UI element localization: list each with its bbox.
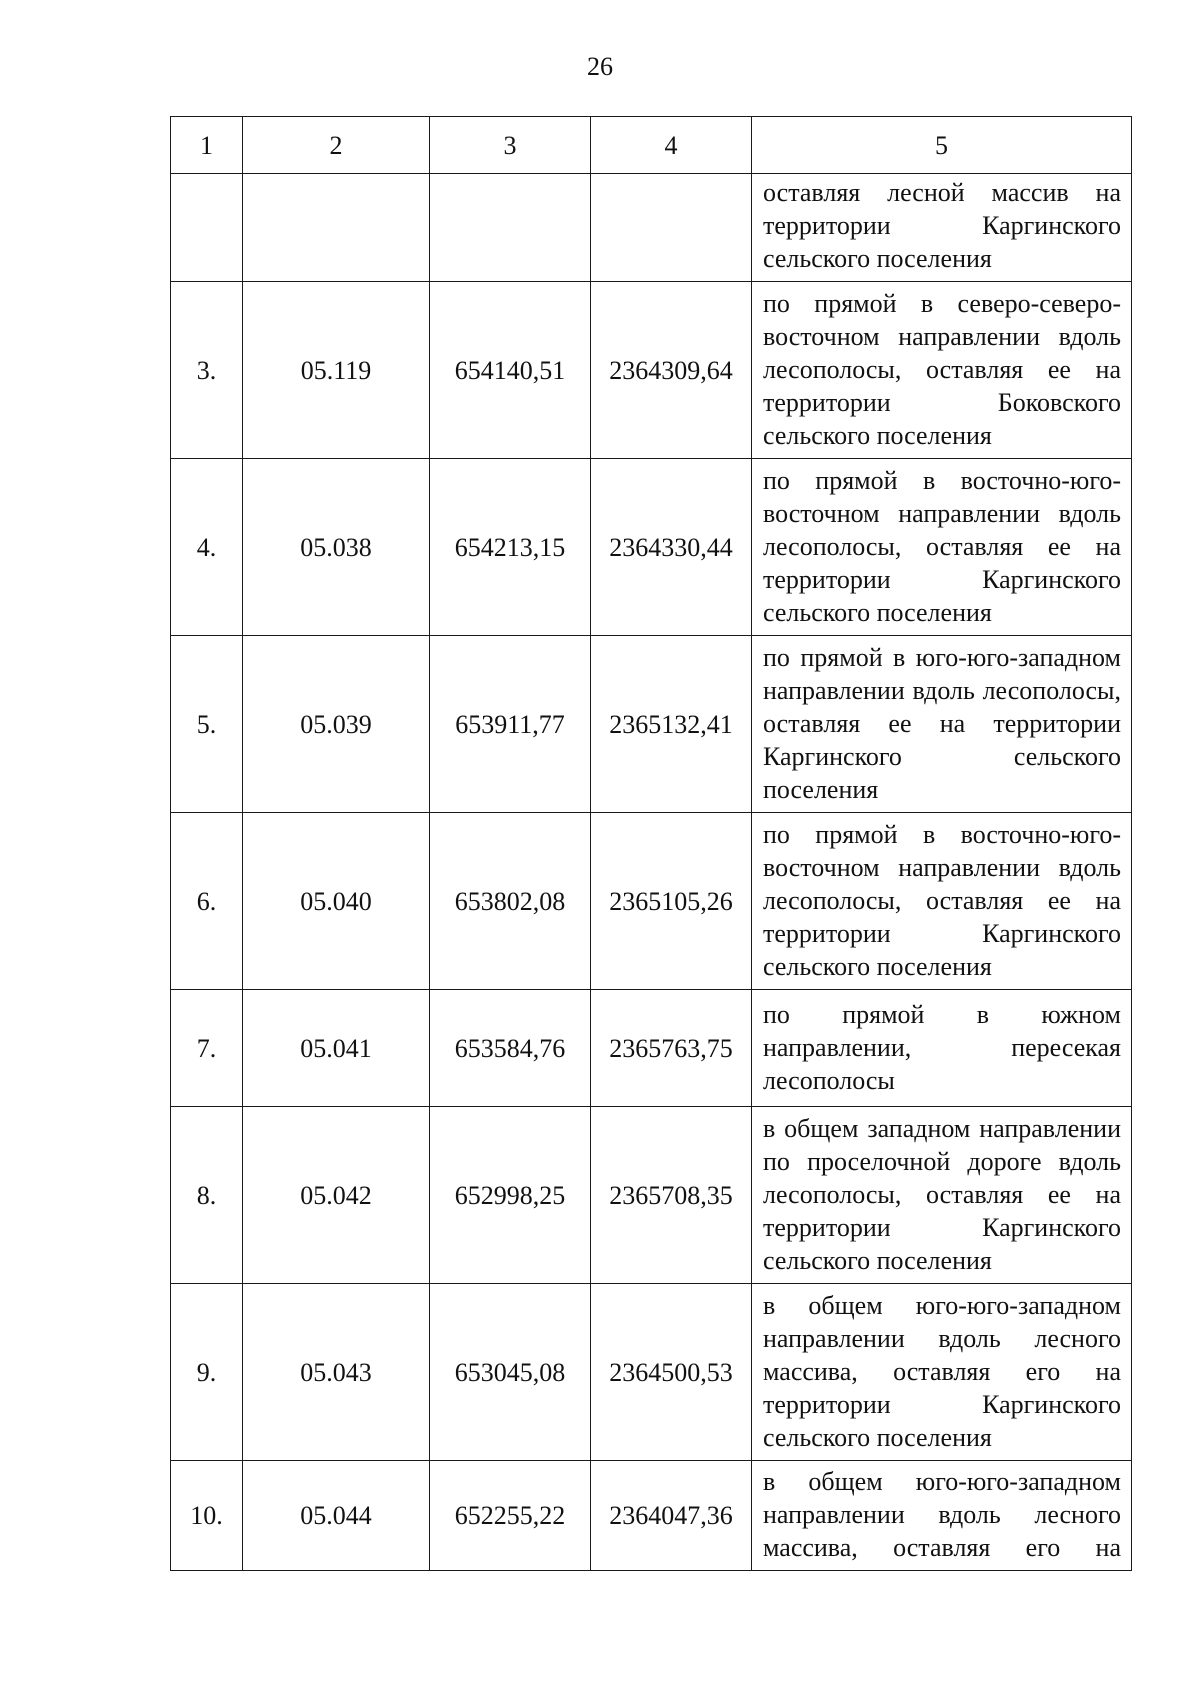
y-coordinate: 2364330,44 [591, 459, 752, 636]
y-coordinate: 2364047,36 [591, 1461, 752, 1571]
table-row [171, 636, 1132, 813]
point-id: 05.041 [243, 990, 430, 1107]
x-coordinate: 654140,51 [430, 282, 591, 459]
point-id: 05.040 [243, 813, 430, 990]
y-coordinate: 2365105,26 [591, 813, 752, 990]
y-coordinate: 2365132,41 [591, 636, 752, 813]
table-row [171, 1461, 1132, 1571]
table-row [171, 1284, 1132, 1461]
boundary-table [170, 116, 1132, 1571]
row-number [171, 174, 243, 282]
x-coordinate: 653584,76 [430, 990, 591, 1107]
table-row [171, 1107, 1132, 1284]
boundary-description: по прямой в восточно-юго-восточном направлении вдоль лесополосы, оставляя ее на территории Каргинского сельского поселения [752, 813, 1132, 990]
row-number: 7. [171, 990, 243, 1107]
point-id: 05.042 [243, 1107, 430, 1284]
boundary-description: в общем юго-юго-западном направлении вдоль лесного массива, оставляя его на [752, 1461, 1132, 1571]
boundary-description: по прямой в восточно-юго-восточном направлении вдоль лесополосы, оставляя ее на территории Каргинского сельского поселения [752, 459, 1132, 636]
boundary-description: в общем западном направлении по проселочной дороге вдоль лесополосы, оставляя ее на территории Каргинского сельского поселения [752, 1107, 1132, 1284]
x-coordinate: 653911,77 [430, 636, 591, 813]
x-coordinate: 653045,08 [430, 1284, 591, 1461]
table-row [171, 174, 1132, 282]
row-number: 6. [171, 813, 243, 990]
x-coordinate: 652255,22 [430, 1461, 591, 1571]
column-header-2: 2 [243, 117, 430, 174]
row-number: 8. [171, 1107, 243, 1284]
y-coordinate: 2365708,35 [591, 1107, 752, 1284]
point-id: 05.039 [243, 636, 430, 813]
point-id: 05.044 [243, 1461, 430, 1571]
point-id: 05.043 [243, 1284, 430, 1461]
boundary-description: в общем юго-юго-западном направлении вдоль лесного массива, оставляя его на территории Каргинского сельского поселения [752, 1284, 1132, 1461]
x-coordinate [430, 174, 591, 282]
boundary-description: по прямой в южном направлении, пересекая лесополосы [752, 990, 1132, 1107]
column-header-4: 4 [591, 117, 752, 174]
row-number: 5. [171, 636, 243, 813]
boundary-description: оставляя лесной массив на территории Каргинского сельского поселения [752, 174, 1132, 282]
x-coordinate: 654213,15 [430, 459, 591, 636]
table-row [171, 459, 1132, 636]
x-coordinate: 652998,25 [430, 1107, 591, 1284]
row-number: 3. [171, 282, 243, 459]
column-header-3: 3 [430, 117, 591, 174]
point-id [243, 174, 430, 282]
y-coordinate: 2365763,75 [591, 990, 752, 1107]
boundary-description: по прямой в северо-северо-восточном направлении вдоль лесополосы, оставляя ее на территории Боковского сельского поселения [752, 282, 1132, 459]
y-coordinate [591, 174, 752, 282]
table-row [171, 282, 1132, 459]
column-header-1: 1 [171, 117, 243, 174]
column-header-5: 5 [752, 117, 1132, 174]
table-row [171, 813, 1132, 990]
y-coordinate: 2364309,64 [591, 282, 752, 459]
point-id: 05.119 [243, 282, 430, 459]
point-id: 05.038 [243, 459, 430, 636]
boundary-description: по прямой в юго-юго-западном направлении вдоль лесополосы, оставляя ее на территории Каргинского сельского поселения [752, 636, 1132, 813]
y-coordinate: 2364500,53 [591, 1284, 752, 1461]
row-number: 9. [171, 1284, 243, 1461]
row-number: 10. [171, 1461, 243, 1571]
x-coordinate: 653802,08 [430, 813, 591, 990]
table-row [171, 990, 1132, 1107]
table-header-row [171, 117, 1132, 174]
row-number: 4. [171, 459, 243, 636]
page-number: 26 [587, 52, 613, 81]
